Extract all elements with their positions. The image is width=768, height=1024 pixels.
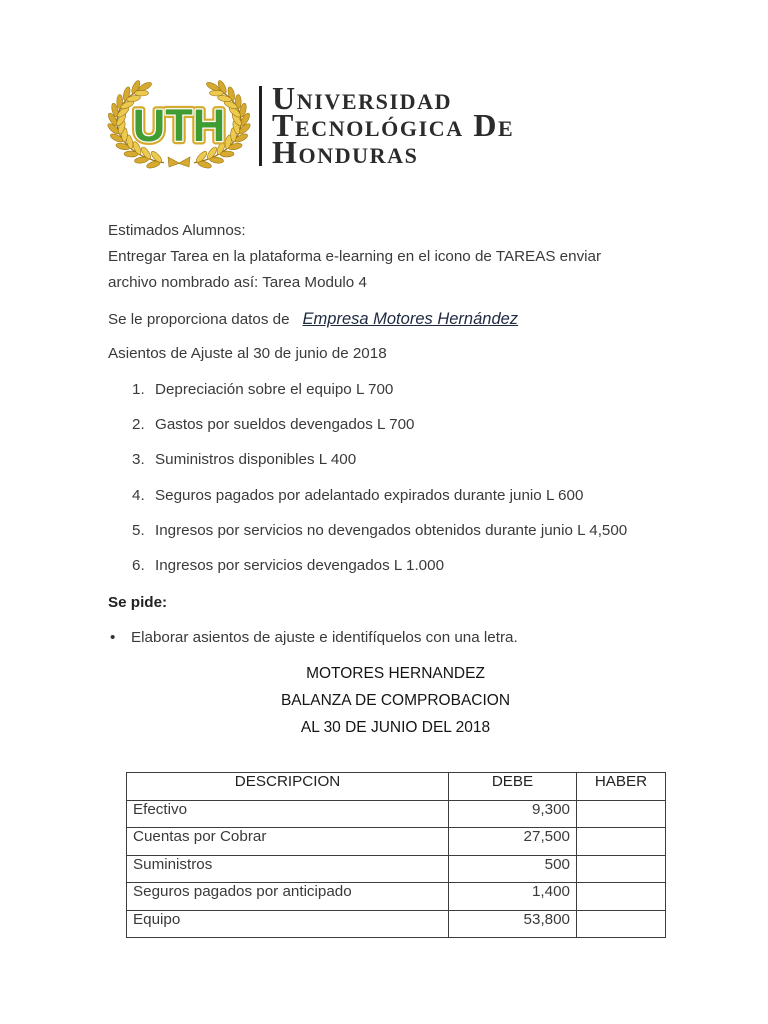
cell-haber [577, 883, 666, 910]
adjustment-item [132, 557, 627, 592]
item-text: Ingresos por servicios devengados L 1.000 [155, 557, 445, 575]
cell-haber [577, 855, 666, 882]
ribbon-icon [168, 157, 190, 167]
adjustment-item [132, 522, 627, 557]
instruction-line: Entregar Tarea en la plataforma e-learning en el icono de TAREAS enviar [108, 247, 602, 265]
instruction-line: archivo nombrado así: Tarea Modulo 4 [108, 273, 367, 291]
cell-haber [577, 828, 666, 855]
table-row [127, 801, 666, 828]
university-name-line: Universidad [272, 80, 453, 116]
item-number: 4. [132, 486, 145, 504]
adjustment-item [132, 451, 627, 486]
adjustments-heading: Asientos de Ajuste al 30 de junio de 2018 [108, 344, 387, 362]
university-name-line: Tecnológica De [272, 107, 515, 143]
adjustment-item [132, 381, 627, 416]
university-name-line: Honduras [272, 134, 419, 170]
item-number: 2. [132, 415, 145, 433]
trial-balance-company: MOTORES HERNANDEZ [306, 665, 485, 682]
table-header-row [127, 773, 666, 801]
item-number: 6. [132, 557, 145, 575]
cell-debe: 27,500 [449, 828, 577, 855]
adjustment-item [132, 487, 627, 522]
greeting: Estimados Alumnos: [108, 221, 246, 239]
table-row [127, 855, 666, 882]
company-name: Empresa Motores Hernández [302, 309, 519, 328]
company-line [108, 310, 518, 329]
cell-descripcion: Seguros pagados por anticipado [127, 883, 449, 910]
cell-descripcion: Equipo [127, 910, 449, 937]
uth-badge-text: UTH [132, 100, 226, 151]
trial-balance-table [126, 772, 666, 938]
table-row [127, 910, 666, 937]
university-name [272, 80, 515, 170]
cell-debe: 9,300 [449, 801, 577, 828]
task-bullet-text: Elaborar asientos de ajuste e identifíquelos con una letra. [131, 628, 518, 646]
logo-divider [259, 86, 262, 166]
bullet-icon [110, 629, 115, 647]
cell-descripcion: Cuentas por Cobrar [127, 828, 449, 855]
item-text: Gastos por sueldos devengados L 700 [155, 415, 415, 433]
cell-haber [577, 801, 666, 828]
column-header-haber: HABER [577, 773, 666, 801]
laurel-leaf [210, 90, 224, 96]
table-row [127, 883, 666, 910]
item-text: Seguros pagados por adelantado expirados durante junio L 600 [155, 486, 584, 504]
cell-descripcion: Suministros [127, 855, 449, 882]
item-text: Suministros disponibles L 400 [155, 451, 357, 469]
task-heading: Se pide: [108, 593, 168, 611]
column-header-descripcion: DESCRIPCION [127, 773, 449, 801]
adjustment-item [132, 416, 627, 451]
cell-descripcion: Efectivo [127, 801, 449, 828]
adjustment-list [132, 381, 627, 593]
cell-haber [577, 910, 666, 937]
trial-balance-title: BALANZA DE COMPROBACION [280, 692, 511, 709]
trial-balance-titles [195, 665, 596, 746]
cell-debe: 53,800 [449, 910, 577, 937]
table-row [127, 828, 666, 855]
company-prefix: Se le proporciona datos de [108, 310, 290, 328]
uth-logo [106, 84, 252, 168]
column-header-debe: DEBE [449, 773, 577, 801]
item-number: 3. [132, 451, 145, 469]
item-text: Depreciación sobre el equipo L 700 [155, 380, 394, 398]
trial-balance-date: AL 30 DE JUNIO DEL 2018 [300, 719, 491, 736]
cell-debe: 500 [449, 855, 577, 882]
cell-debe: 1,400 [449, 883, 577, 910]
item-number: 1. [132, 380, 145, 398]
item-number: 5. [132, 522, 145, 540]
item-text: Ingresos por servicios no devengados obtenidos durante junio L 4,500 [155, 522, 628, 540]
